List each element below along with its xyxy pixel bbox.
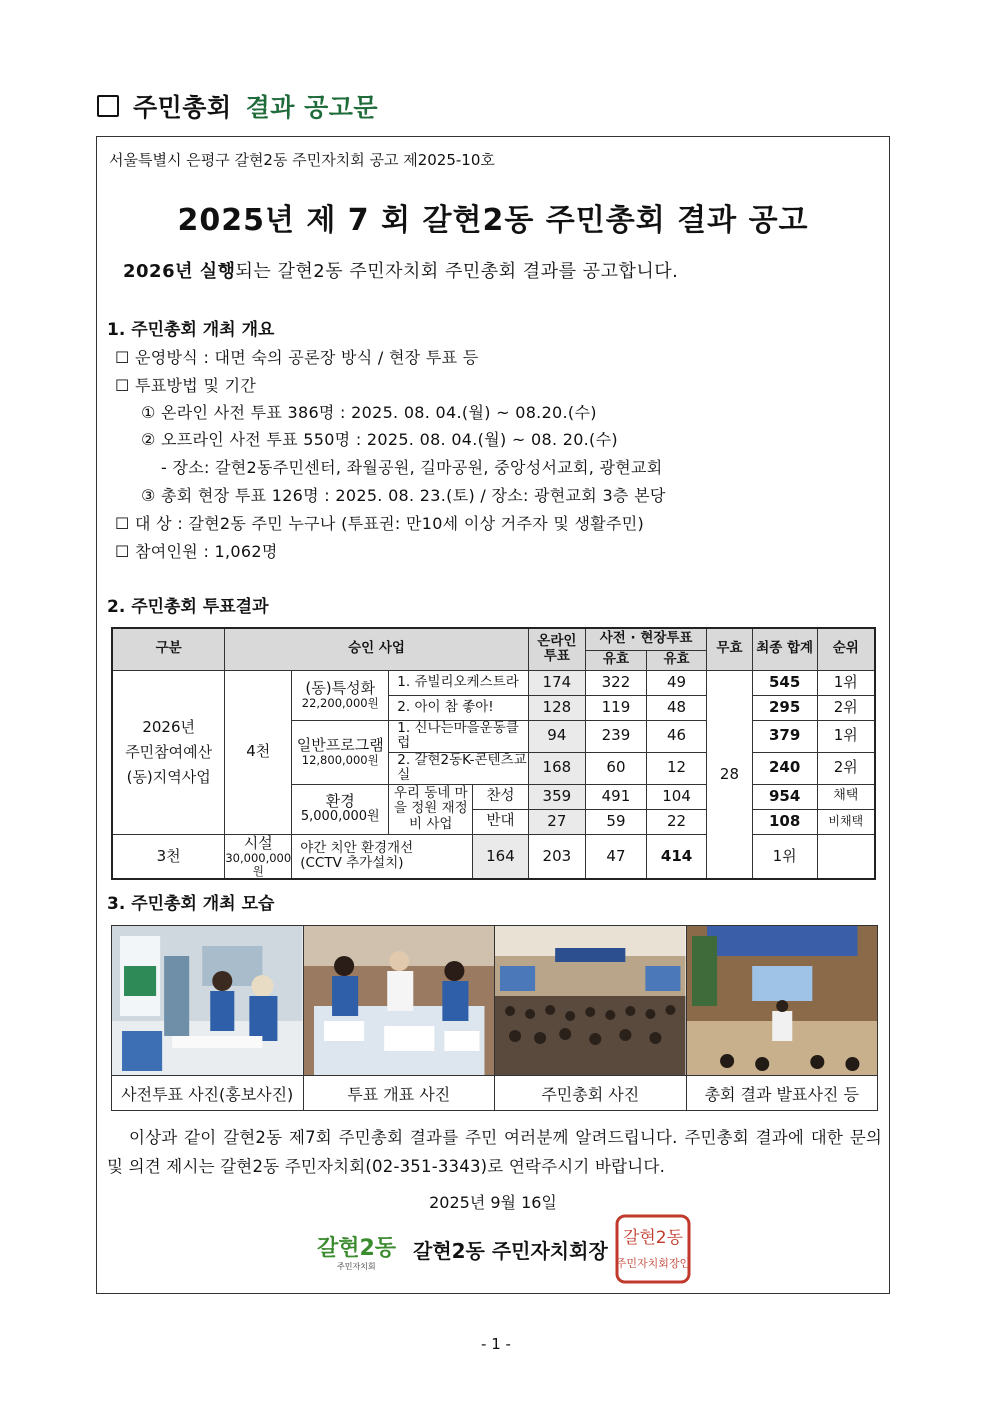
final-total: 414 [646,834,706,879]
photo-cell [304,926,496,1110]
photo-caption: 투표 개표 사진 [304,1075,495,1110]
online-votes: 164 [473,834,528,879]
category-year: 2026년 [142,717,195,736]
header-final: 최종 합계 [752,628,817,670]
photo-cell [495,926,687,1110]
header-offline: 사전 · 현장투표 [586,628,707,650]
online-votes: 128 [528,695,585,720]
header-suffix: 결과 공고문 [245,93,379,122]
group-special [292,670,389,720]
notice-frame [96,136,890,1294]
overview-line: - 장소: 갈현2동주민센터, 좌월공원, 길마공원, 중앙성서교회, 광현교회 [161,458,663,477]
valid-votes: 47 [586,834,647,879]
page-number: - 1 - [481,1335,511,1353]
group-env [292,784,389,834]
final-total: 108 [752,809,817,834]
association-logo [315,1225,407,1273]
online-votes: 27 [528,809,585,834]
vote-option: 찬성 [473,784,528,809]
photo-results [687,926,878,1075]
photo-counting [304,926,495,1075]
photo-cell [687,926,878,1110]
intro-rest: 되는 갈현2동 주민자치회 주민총회 결과를 공고합니다. [235,261,679,282]
rank: 1위 [817,720,875,752]
budget-4-label: 4천 [225,670,292,834]
group-amount: 12,800,000원 [301,753,379,768]
online-votes: 168 [528,752,585,784]
section1-heading: 1. 주민총회 개최 개요 [107,320,275,340]
project-name: 1. 쥬빌리오케스트라 [389,670,528,695]
header-rank: 순위 [817,628,875,670]
online-votes: 94 [528,720,585,752]
signature-block [315,1213,692,1285]
table-row [112,670,875,695]
valid-votes: 12 [646,752,706,784]
vote-results-table [111,627,876,880]
group-amount: 5,000,000원 [300,809,380,825]
env-project: 우리 동네 마을 정원 재정비 사업 [389,784,473,834]
photo-grid [111,925,878,1111]
photo-caption: 총회 결과 발표사진 등 [687,1075,878,1110]
category-type: 주민참여예산 [125,742,213,761]
rank: 2위 [817,752,875,784]
checkbox-icon [97,95,119,117]
vote-option: 반대 [473,809,528,834]
project-name: 2. 아이 참 좋아! [389,695,528,720]
final-total: 379 [752,720,817,752]
valid-votes: 104 [646,784,706,809]
notice-title: 2025년 제 7 회 갈현2동 주민총회 결과 공고 [177,203,809,238]
photo-cell [112,926,304,1110]
signatory-name: 갈현2동 주민자치회장 [413,1238,608,1263]
project-name: 1. 신나는마을운동클럽 [389,720,528,752]
rank: 2위 [817,695,875,720]
budget-3-label: 3천 [112,834,225,879]
group-general [292,720,389,784]
table-row [112,834,875,879]
closing-text: 이상과 같이 갈현2동 제7회 주민총회 결과를 주민 여러분께 알려드립니다. 주민총회 결과에 대한 문의 및 의견 제시는 갈현2동 주민자치회(02-351-3343)로 연락주시기 바랍니다. [107,1128,882,1176]
header-prefix: 주민총회 [133,93,232,122]
valid-votes: 239 [586,720,647,752]
valid-votes: 59 [586,809,647,834]
overview-line: ③ 총회 현장 투표 126명 : 2025. 08. 23.(토) / 장소: 광현교회 3층 본당 [141,486,666,505]
group-name: 시설 [243,833,273,852]
svg-text:갈현2동: 갈현2동 [622,1228,683,1248]
rank: 비채택 [817,809,875,834]
header-invalid: 무효 [707,628,753,670]
svg-text:갈현2동: 갈현2동 [317,1236,397,1261]
photo-caption: 사전투표 사진(홍보사진) [112,1075,303,1110]
group-name: 일반프로그램 [296,735,384,754]
rank: 1위 [752,834,817,879]
valid-votes: 22 [646,809,706,834]
final-total: 295 [752,695,817,720]
photo-pre-vote [112,926,303,1075]
valid-votes: 203 [528,834,585,879]
header-valid: 유효 [586,650,647,670]
overview-line: ☐ 운영방식 : 대면 숙의 공론장 방식 / 현장 투표 등 [115,348,479,367]
section3-heading: 3. 주민총회 개최 모습 [107,894,275,914]
final-total: 240 [752,752,817,784]
group-name: 환경 [325,791,355,810]
valid-votes: 491 [586,784,647,809]
group-name: (동)특성화 [305,678,376,697]
final-total: 954 [752,784,817,809]
category-scope: (동)지역사업 [126,767,211,786]
page-header [97,88,378,124]
overview-line: ② 오프라인 사전 투표 550명 : 2025. 08. 04.(월) ~ 08. 20.(수) [141,430,618,449]
svg-text:주민자치회장인: 주민자치회장인 [615,1257,690,1270]
photo-assembly [495,926,686,1075]
final-total: 545 [752,670,817,695]
intro-text [123,257,678,283]
svg-text:주민자치회: 주민자치회 [337,1262,376,1271]
valid-votes: 49 [646,670,706,695]
rank: 1위 [817,670,875,695]
invalid-total: 28 [707,670,753,879]
official-seal [614,1213,692,1285]
photo-caption: 주민총회 사진 [495,1075,686,1110]
group-facility [225,834,292,879]
group-amount: 22,200,000원 [301,696,379,711]
project-name: 야간 치안 환경개선 (CCTV 추가설치) [292,834,473,879]
notice-number: 서울특별시 은평구 갈현2동 주민자치회 공고 제2025-10호 [109,151,495,169]
overview-line: ① 온라인 사전 투표 386명 : 2025. 08. 04.(월) ~ 08.20.(수) [141,403,597,422]
intro-bold: 2026년 실행 [123,261,236,282]
header-project: 승인 사업 [225,628,528,670]
valid-votes: 48 [646,695,706,720]
overview-line: ☐ 투표방법 및 기간 [115,376,257,395]
notice-date: 2025년 9월 16일 [429,1193,557,1212]
section2-heading: 2. 주민총회 투표결과 [107,597,269,617]
rank: 채택 [817,784,875,809]
group-amount: 30,000,000원 [225,850,292,879]
overview-line: ☐ 참여인원 : 1,062명 [115,542,278,561]
valid-votes: 119 [586,695,647,720]
header-online: 온라인 투표 [528,628,585,670]
category-cell [112,670,225,834]
header-category: 구분 [112,628,225,670]
header-valid: 유효 [646,650,706,670]
valid-votes: 46 [646,720,706,752]
overview-line: ☐ 대 상 : 갈현2동 주민 누구나 (투표권: 만10세 이상 거주자 및 생활주민) [115,514,645,533]
online-votes: 359 [528,784,585,809]
online-votes: 174 [528,670,585,695]
valid-votes: 60 [586,752,647,784]
valid-votes: 322 [586,670,647,695]
project-name: 2. 갈현2동K-콘텐츠교실 [389,752,528,784]
